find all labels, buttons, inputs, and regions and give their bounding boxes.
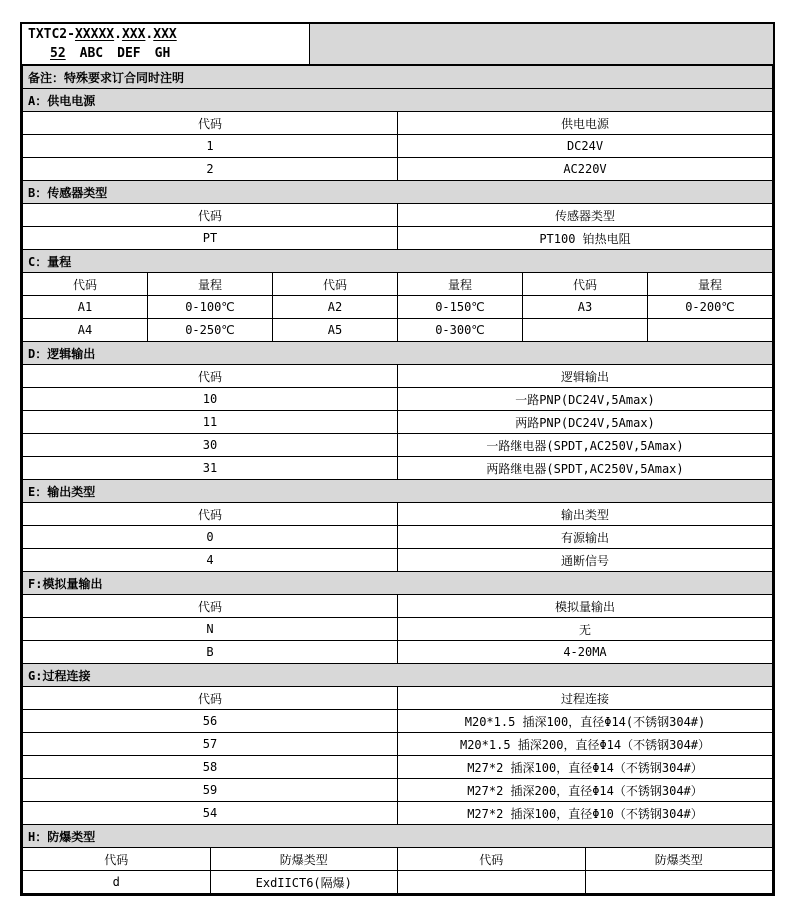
code-cell: A3 bbox=[523, 296, 648, 319]
code-cell: 58 bbox=[23, 756, 398, 779]
column-header-value: 量程 bbox=[398, 273, 523, 296]
section-title-row-f bbox=[23, 572, 773, 595]
value-cell: 0-150℃ bbox=[398, 296, 523, 319]
model-prefix: TXTC2- bbox=[28, 27, 75, 42]
table-row bbox=[23, 779, 773, 802]
model-dot2: . bbox=[145, 27, 154, 42]
value-cell: DC24V bbox=[398, 135, 773, 158]
code-cell: 59 bbox=[23, 779, 398, 802]
table-row bbox=[23, 135, 773, 158]
column-header-value: 输出类型 bbox=[398, 503, 773, 526]
code-cell: d bbox=[23, 871, 211, 894]
model-code-box bbox=[22, 24, 773, 65]
code-cell: 57 bbox=[23, 733, 398, 756]
section-e-title: E：输出类型 bbox=[23, 480, 773, 503]
column-header-code: 代码 bbox=[398, 848, 586, 871]
column-header-value: 量程 bbox=[148, 273, 273, 296]
header-row-e bbox=[23, 503, 773, 526]
section-title-row-d bbox=[23, 342, 773, 365]
value-cell: M27*2 插深200，直径Φ14（不锈钢304#） bbox=[398, 779, 773, 802]
code-cell: PT bbox=[23, 227, 398, 250]
header-row-d bbox=[23, 365, 773, 388]
model-code1: 52 bbox=[50, 46, 66, 61]
column-header-value: 模拟量输出 bbox=[398, 595, 773, 618]
column-header-code: 代码 bbox=[23, 204, 398, 227]
column-header-value: 传感器类型 bbox=[398, 204, 773, 227]
code-cell bbox=[398, 871, 586, 894]
code-cell: 56 bbox=[23, 710, 398, 733]
note-text: 备注：特殊要求订合同时注明 bbox=[23, 66, 773, 89]
column-header-value: 防爆类型 bbox=[210, 848, 398, 871]
column-header-code: 代码 bbox=[23, 848, 211, 871]
value-cell: PT100 铂热电阻 bbox=[398, 227, 773, 250]
value-cell: AC220V bbox=[398, 158, 773, 181]
value-cell: 有源输出 bbox=[398, 526, 773, 549]
table-row bbox=[23, 549, 773, 572]
column-header-code: 代码 bbox=[23, 112, 398, 135]
column-header-code: 代码 bbox=[523, 273, 648, 296]
value-cell: ExdIICT6(隔爆) bbox=[210, 871, 398, 894]
spec-sheet bbox=[20, 22, 775, 896]
code-cell: A1 bbox=[23, 296, 148, 319]
model-code3: DEF bbox=[117, 46, 141, 61]
table-row bbox=[23, 526, 773, 549]
code-cell bbox=[523, 319, 648, 342]
section-d-title: D：逻辑输出 bbox=[23, 342, 773, 365]
value-cell: 通断信号 bbox=[398, 549, 773, 572]
section-title-row-g bbox=[23, 664, 773, 687]
code-cell: 54 bbox=[23, 802, 398, 825]
table-row bbox=[23, 641, 773, 664]
value-cell: 0-100℃ bbox=[148, 296, 273, 319]
value-cell bbox=[648, 319, 773, 342]
section-g-title: G:过程连接 bbox=[23, 664, 773, 687]
column-header-value: 量程 bbox=[648, 273, 773, 296]
value-cell: 一路继电器(SPDT,AC250V,5Amax) bbox=[398, 434, 773, 457]
value-cell: 两路继电器(SPDT,AC250V,5Amax) bbox=[398, 457, 773, 480]
section-title-row-a bbox=[23, 89, 773, 112]
model-code2: ABC bbox=[79, 46, 104, 61]
code-cell: A4 bbox=[23, 319, 148, 342]
code-cell: A5 bbox=[273, 319, 398, 342]
code-cell: 10 bbox=[23, 388, 398, 411]
table-row bbox=[23, 388, 773, 411]
value-cell bbox=[585, 871, 773, 894]
table-row bbox=[23, 710, 773, 733]
code-cell: 31 bbox=[23, 457, 398, 480]
table-row bbox=[23, 319, 773, 342]
model-seg2: XXX bbox=[121, 27, 146, 42]
section-title-row-e bbox=[23, 480, 773, 503]
table-row bbox=[23, 434, 773, 457]
model-code-cell bbox=[22, 24, 310, 64]
value-cell: 0-300℃ bbox=[398, 319, 523, 342]
value-cell: 0-250℃ bbox=[148, 319, 273, 342]
header-row-b bbox=[23, 204, 773, 227]
code-cell: 2 bbox=[23, 158, 398, 181]
column-header-value: 过程连接 bbox=[398, 687, 773, 710]
note-row bbox=[23, 66, 773, 89]
table-row bbox=[23, 457, 773, 480]
selection-table bbox=[22, 65, 773, 894]
header-row-f bbox=[23, 595, 773, 618]
section-b-title: B：传感器类型 bbox=[23, 181, 773, 204]
model-code-line2 bbox=[28, 44, 309, 63]
code-cell: 4 bbox=[23, 549, 398, 572]
header-row-g bbox=[23, 687, 773, 710]
column-header-value: 防爆类型 bbox=[585, 848, 773, 871]
value-cell: 两路PNP(DC24V,5Amax) bbox=[398, 411, 773, 434]
value-cell: 0-200℃ bbox=[648, 296, 773, 319]
header-row-a bbox=[23, 112, 773, 135]
model-box-filler bbox=[310, 24, 773, 64]
table-row bbox=[23, 618, 773, 641]
table-row bbox=[23, 802, 773, 825]
column-header-code: 代码 bbox=[23, 687, 398, 710]
header-row-c bbox=[23, 273, 773, 296]
value-cell: 无 bbox=[398, 618, 773, 641]
value-cell: M27*2 插深100，直径Φ14（不锈钢304#） bbox=[398, 756, 773, 779]
table-row bbox=[23, 296, 773, 319]
model-dot1: . bbox=[114, 27, 122, 42]
column-header-value: 逻辑输出 bbox=[398, 365, 773, 388]
model-seg3: XXX bbox=[153, 27, 177, 42]
section-title-row-h bbox=[23, 825, 773, 848]
header-row-h bbox=[23, 848, 773, 871]
column-header-code: 代码 bbox=[273, 273, 398, 296]
value-cell: M20*1.5 插深200，直径Φ14（不锈钢304#） bbox=[398, 733, 773, 756]
table-row bbox=[23, 158, 773, 181]
section-title-row-b bbox=[23, 181, 773, 204]
code-cell: A2 bbox=[273, 296, 398, 319]
code-cell: 30 bbox=[23, 434, 398, 457]
value-cell: M27*2 插深100，直径Φ10（不锈钢304#） bbox=[398, 802, 773, 825]
section-title-row-c bbox=[23, 250, 773, 273]
model-code-line1 bbox=[28, 25, 309, 44]
table-row bbox=[23, 411, 773, 434]
code-cell: 0 bbox=[23, 526, 398, 549]
column-header-code: 代码 bbox=[23, 365, 398, 388]
section-f-title: F:模拟量输出 bbox=[23, 572, 773, 595]
model-seg1: XXXXX bbox=[74, 27, 115, 42]
code-cell: 11 bbox=[23, 411, 398, 434]
column-header-code: 代码 bbox=[23, 595, 398, 618]
value-cell: M20*1.5 插深100，直径Φ14(不锈钢304#) bbox=[398, 710, 773, 733]
model-code4: GH bbox=[154, 46, 171, 61]
table-row bbox=[23, 227, 773, 250]
table-row bbox=[23, 756, 773, 779]
column-header-value: 供电电源 bbox=[398, 112, 773, 135]
section-h-title: H：防爆类型 bbox=[23, 825, 773, 848]
column-header-code: 代码 bbox=[23, 503, 398, 526]
table-row bbox=[23, 871, 773, 894]
value-cell: 4-20MA bbox=[398, 641, 773, 664]
code-cell: B bbox=[23, 641, 398, 664]
table-row bbox=[23, 733, 773, 756]
column-header-code: 代码 bbox=[23, 273, 148, 296]
section-c-title: C：量程 bbox=[23, 250, 773, 273]
value-cell: 一路PNP(DC24V,5Amax) bbox=[398, 388, 773, 411]
code-cell: N bbox=[23, 618, 398, 641]
section-a-title: A：供电电源 bbox=[23, 89, 773, 112]
ordering-code-table bbox=[20, 22, 775, 896]
code-cell: 1 bbox=[23, 135, 398, 158]
